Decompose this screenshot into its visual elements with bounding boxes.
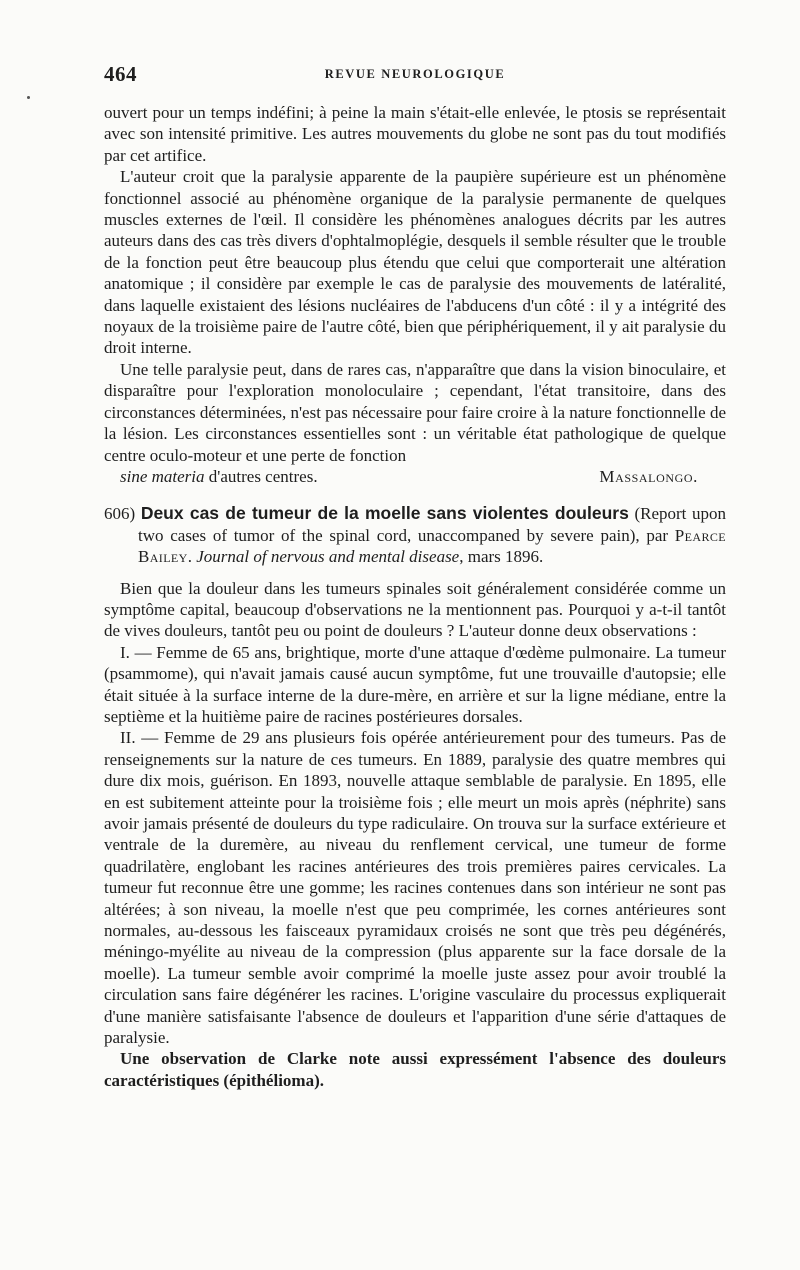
article-subtitle: (Report upon two cases of tumor of the spinal cord, unaccompaned by severe pain), par (138, 504, 727, 545)
observation-2: II. — Femme de 29 ans plusieurs fois opérée antérieurement pour des tumeurs. Pas de renseignements sur la nature de ces tumeurs. En 1889, paralysie des quatre membres qui dure dix mois, guérison. En 1893, nouvelle attaque semblable de paralysie. En 1895, elle en est subitement atteinte pour la troisième fois ; elle meurt un mois après (néphrite) sans avoir jamais présenté de douleurs du type radiculaire. On trouva sur la surface extérieure et ventrale de la duremère, au niveau du renflement cervical, une tumeur de forme quadrilatère, englobant les racines antérieures des trois premières paires cervicales. La tumeur fut reconnue être une gomme; les racines contenues dans son intérieur ne sont pas altérées; à son niveau, la moelle n'est que peu comprimée, les cornes antérieures sont normales, au-dessous les faisceaux pyramidaux croisés ne sont que très peu dégénérés, méningo-myélite au niveau de la compression (plus apparente sur la face dorsale de la moelle). La tumeur semble avoir comprimé la moelle juste assez pour avoir troublé la circulation sans faire dégénérer les racines. L'origine vasculaire du processus expliquerait d'une manière satisfaisante l'absence de douleurs et l'apparition d'une série d'attaques de paralysie. (104, 728, 726, 1048)
article-title: Deux cas de tumeur de la moelle sans violentes douleurs (140, 503, 629, 524)
article-author: Pearce Bailey (138, 525, 726, 567)
paragraph-text-end: d'autres centres. (208, 466, 318, 486)
closing-paragraph: Une observation de Clarke note aussi expressément l'absence des douleurs caractéristiques (épithélioma). (104, 1049, 726, 1090)
publication-date: , mars 1896. (459, 547, 544, 567)
observation-1: I. — Femme de 65 ans, brightique, morte d'une attaque d'œdème pulmonaire. La tumeur (psammome), qui n'avait jamais causé aucun symptôme, fut une trouvaille d'autopsie; elle était située à la surface interne de la dure-mère, en arrière et sur la ligne médiane, entre la septième et la huitième paire de racines postérieures dorsales. (104, 642, 726, 726)
print-speck (27, 96, 30, 99)
paragraph-text: Une telle paralysie peut, dans de rares cas, n'apparaître que dans la vision binoculaire, et disparaître pour l'exploration monoloculaire ; cependant, l'état transitoire, dans des circonstances déterminées, n'est pas nécessaire pour faire croire à la nature fonctionnelle de la lésion. Les circonstances essentielles sont : un véritable état pathologique de quelque centre oculo-moteur et une perte de fonction (104, 359, 726, 465)
signature-line (104, 466, 726, 487)
reviewer-signature: Massalongo. (599, 466, 698, 486)
separator: . (187, 547, 192, 567)
latin-phrase: sine materia (120, 466, 205, 486)
paragraph: ouvert pour un temps indéfini; à peine la main s'était-elle enlevée, le ptosis se représentait avec son intensité primitive. Les autres mouvements du globe ne sont pas du tout modifiés par cet artifice. (104, 103, 726, 165)
paragraph: L'auteur croit que la paralysie apparente de la paupière supérieure est un phénomène fonctionnel associé au phénomène organique de la paralysie permanente de quelques muscles externes de l'œil. Il considère les phénomènes analogues décrits par les autres auteurs dans des cas très divers d'ophtalmoplégie, desquels il semble résulter que le trouble de la fonction peut être beaucoup plus étendu que celui que comporterait une altération anatomique ; il considère par exemple le cas de paralysie des mouvements de latéralité, dans laquelle existaient des lésions nucléaires de l'abducens d'un côté : il y a intégrité des noyaux de la troisième paire de l'autre côté, bien que périphériquement, il y ait paralysie du droit interne. (104, 167, 726, 358)
page-header (104, 62, 726, 86)
body-text (104, 102, 726, 1091)
paragraph-end (104, 466, 318, 487)
paragraph: Bien que la douleur dans les tumeurs spinales soit généralement considérée comme un symptôme capital, beaucoup d'observations ne la mentionnent pas. Pourquoi y a-t-il tantôt de vives douleurs, tantôt peu ou point de douleurs ? L'auteur donne deux observations : (104, 578, 726, 641)
journal-name: Journal of nervous and mental disease (196, 547, 460, 567)
page-number: 464 (104, 62, 137, 86)
article-number: 606) (104, 504, 136, 524)
article-heading (104, 503, 726, 567)
running-title: REVUE NEUROLOGIQUE (324, 67, 506, 81)
article-606 (104, 503, 726, 1091)
paragraph (104, 359, 726, 487)
